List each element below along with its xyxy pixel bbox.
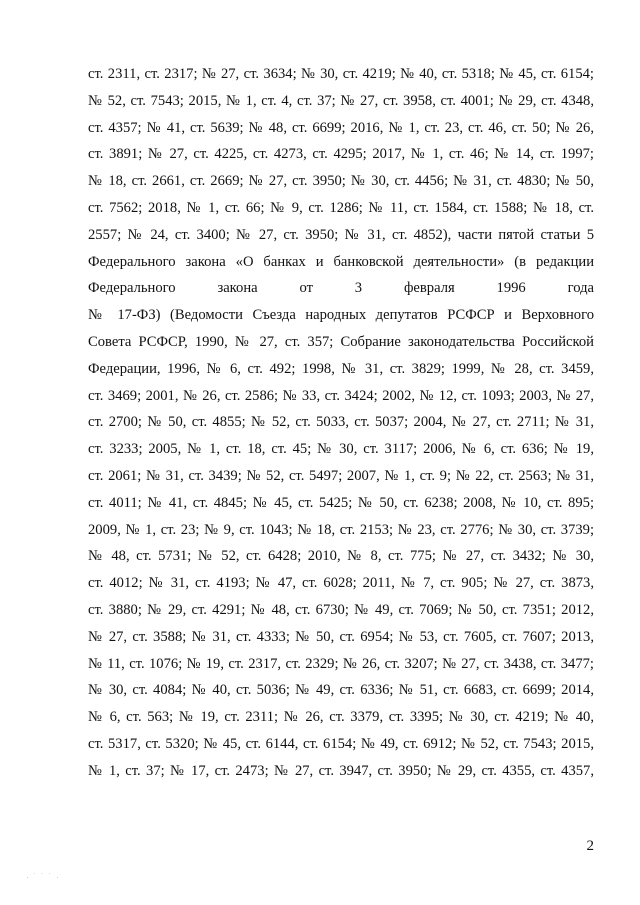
text-line: Федерального закона от 3 февраля 1996 года bbox=[88, 280, 594, 297]
text-line: Федерации, 1996, № 6, ст. 492; 1998, № 31, ст. 3829; 1999, № 28, ст. 3459, bbox=[88, 360, 594, 377]
text-line: ст. 3891; № 27, ст. 4225, ст. 4273, ст. 4295; 2017, № 1, ст. 46; № 14, ст. 1997; bbox=[88, 146, 594, 163]
text-line: ст. 2311, ст. 2317; № 27, ст. 3634; № 30, ст. 4219; № 40, ст. 5318; № 45, ст. 6154; bbox=[88, 66, 594, 82]
document-body-text bbox=[88, 61, 594, 785]
text-line: ст. 3880; № 29, ст. 4291; № 48, ст. 6730; № 49, ст. 7069; № 50, ст. 7351; 2012, bbox=[88, 601, 594, 618]
scan-watermark-mark: · ˙ ˙ ˙ · bbox=[26, 872, 60, 882]
text-line: ст. 4011; № 41, ст. 4845; № 45, ст. 5425; № 50, ст. 6238; 2008, № 10, ст. 895; bbox=[88, 494, 594, 511]
text-line: ст. 3233; 2005, № 1, ст. 18, ст. 45; № 30, ст. 3117; 2006, № 6, ст. 636; № 19, bbox=[88, 441, 594, 458]
text-line: № 17-ФЗ) (Ведомости Съезда народных депутатов РСФСР и Верховного bbox=[88, 307, 594, 324]
text-line: ст. 4012; № 31, ст. 4193; № 47, ст. 6028; 2011, № 7, ст. 905; № 27, ст. 3873, bbox=[88, 575, 594, 592]
text-line: № 6, ст. 563; № 19, ст. 2311; № 26, ст. 3379, ст. 3395; № 30, ст. 4219; № 40, bbox=[88, 709, 594, 726]
text-line: ст. 2061; № 31, ст. 3439; № 52, ст. 5497; 2007, № 1, ст. 9; № 22, ст. 2563; № 31, bbox=[88, 467, 594, 484]
text-line: № 48, ст. 5731; № 52, ст. 6428; 2010, № 8, ст. 775; № 27, ст. 3432; № 30, bbox=[88, 548, 594, 565]
page-number: 2 bbox=[586, 838, 594, 854]
text-line: ст. 4357; № 41, ст. 5639; № 48, ст. 6699; 2016, № 1, ст. 23, ст. 46, ст. 50; № 26, bbox=[88, 119, 594, 136]
text-line: № 11, ст. 1076; № 19, ст. 2317, ст. 2329; № 26, ст. 3207; № 27, ст. 3438, ст. 3477; bbox=[88, 655, 594, 672]
text-line: № 30, ст. 4084; № 40, ст. 5036; № 49, ст. 6336; № 51, ст. 6683, ст. 6699; 2014, bbox=[88, 682, 594, 699]
text-line: Федерального закона «О банках и банковской деятельности» (в редакции bbox=[88, 253, 594, 270]
text-line: № 1, ст. 37; № 17, ст. 2473; № 27, ст. 3947, ст. 3950; № 29, ст. 4355, ст. 4357, bbox=[88, 762, 594, 779]
text-line: № 27, ст. 3588; № 31, ст. 4333; № 50, ст. 6954; № 53, ст. 7605, ст. 7607; 2013, bbox=[88, 628, 594, 645]
text-line: № 18, ст. 2661, ст. 2669; № 27, ст. 3950; № 30, ст. 4456; № 31, ст. 4830; № 50, bbox=[88, 173, 594, 190]
text-line: ст. 7562; 2018, № 1, ст. 66; № 9, ст. 1286; № 11, ст. 1584, ст. 1588; № 18, ст. bbox=[88, 199, 594, 216]
text-line: ст. 3469; 2001, № 26, ст. 2586; № 33, ст. 3424; 2002, № 12, ст. 1093; 2003, № 27, bbox=[88, 387, 594, 404]
text-line: № 52, ст. 7543; 2015, № 1, ст. 4, ст. 37; № 27, ст. 3958, ст. 4001; № 29, ст. 4348, bbox=[88, 92, 594, 109]
text-line: 2009, № 1, ст. 23; № 9, ст. 1043; № 18, ст. 2153; № 23, ст. 2776; № 30, ст. 3739; bbox=[88, 521, 594, 538]
text-line: ст. 5317, ст. 5320; № 45, ст. 6144, ст. 6154; № 49, ст. 6912; № 52, ст. 7543; 2015, bbox=[88, 735, 594, 752]
text-line: 2557; № 24, ст. 3400; № 27, ст. 3950; № 31, ст. 4852), части пятой статьи 5 bbox=[88, 226, 594, 243]
text-line: Совета РСФСР, 1990, № 27, ст. 357; Собрание законодательства Российской bbox=[88, 333, 594, 350]
text-line: ст. 2700; № 50, ст. 4855; № 52, ст. 5033, ст. 5037; 2004, № 27, ст. 2711; № 31, bbox=[88, 414, 594, 431]
